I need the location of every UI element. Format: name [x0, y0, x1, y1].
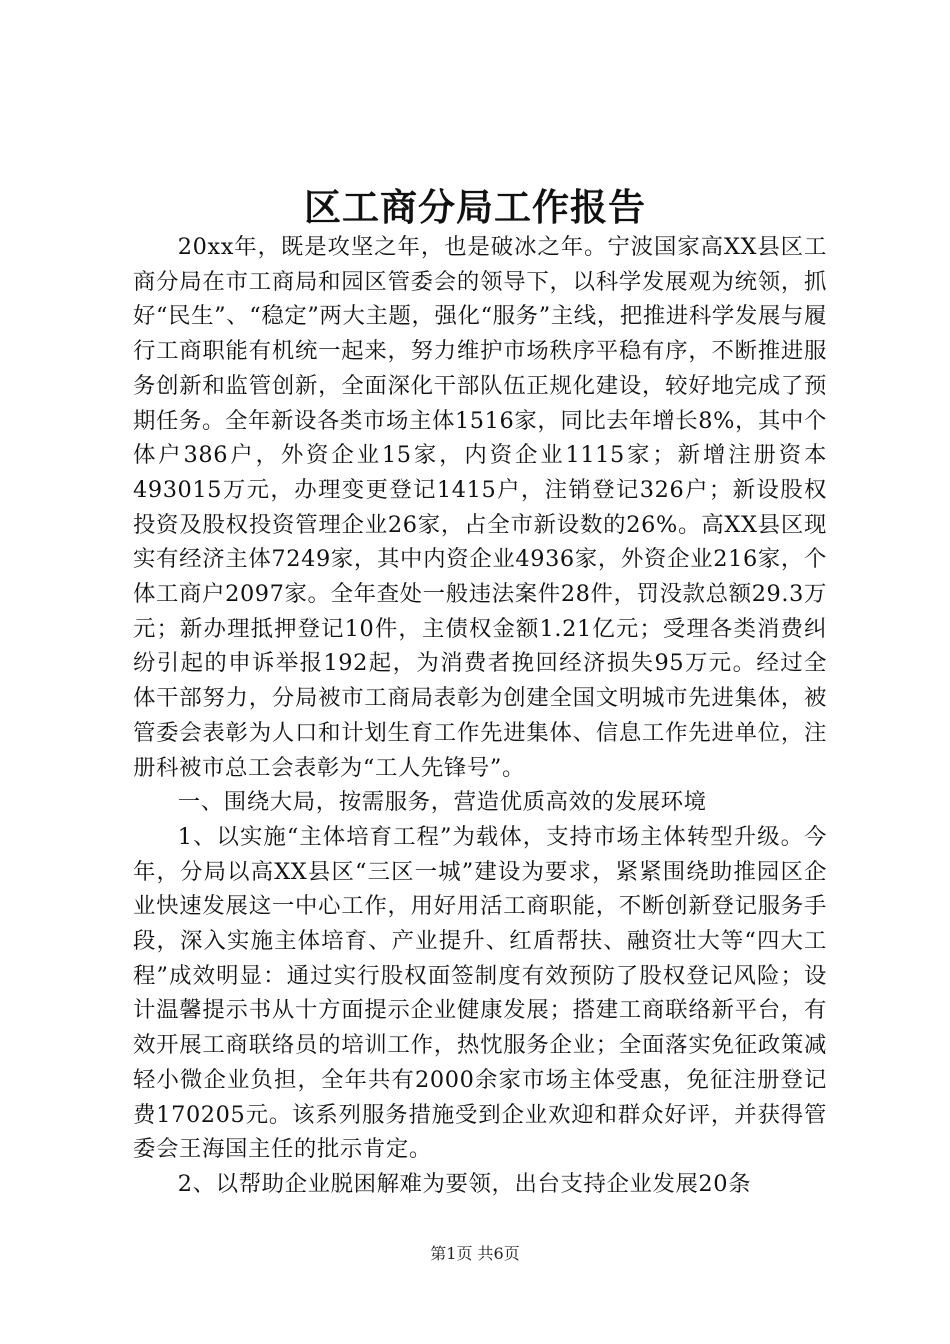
page-footer: 第1页 共6页	[430, 1244, 520, 1263]
paragraph-item-2: 2、以帮助企业脱困解难为要领，出台支持企业发展20条	[177, 1170, 752, 1197]
document-body	[133, 230, 827, 1202]
document-title: 区工商分局工作报告	[304, 185, 646, 229]
paragraph-item-1: 1、以实施“主体培育工程”为载体，支持市场主体转型升级。今年，分局以高XX县区“三区一城”建设为要求，紧紧围绕助推园区企业快速发展这一中心工作，用好用活工商职能，不断创新登记服务手段，深入实施主体培育、产业提升、红盾帮扶、融资壮大等“四大工程”成效明显：通过实行股权面签制度有效预防了股权登记风险；设计温馨提示书从十方面提示企业健康发展；搭建工商联络新平台，有效开展工商联络员的培训工作，热忱服务企业；全面落实免征政策减轻小微企业负担，全年共有2000余家市场主体受惠，免征注册登记费170205元。该系列服务措施受到企业欢迎和群众好评，并获得管委会王海国主任的批示肯定。	[133, 823, 827, 1163]
paragraph-intro: 20xx年，既是攻坚之年，也是破冰之年。宁波国家高XX县区工商分局在市工商局和园区管委会的领导下，以科学发展观为统领，抓好“民生”、“稳定”两大主题，强化“服务”主线，把推进科学发展与履行工商职能有机统一起来，努力维护市场秩序平稳有序，不断推进服务创新和监管创新，全面深化干部队伍正规化建设，较好地完成了预期任务。全年新设各类市场主体1516家，同比去年增长8%，其中个体户386户，外资企业15家，内资企业1115家；新增注册资本493015万元，办理变更登记1415户，注销登记326户；新设股权投资及股权投资管理企业26家，占全市新设数的26%。高XX县区现实有经济主体7249家，其中内资企业4936家，外资企业216家，个体工商户2097家。全年查处一般违法案件28件，罚没款总额29.3万元；新办理抵押登记10件，主债权金额1.21亿元；受理各类消费纠纷引起的申诉举报192起，为消费者挽回经济损失95万元。经过全体干部努力，分局被市工商局表彰为创建全国文明城市先进集体，被管委会表彰为人口和计划生育工作先进集体、信息工作先进单位，注册科被市总工会表彰为“工人先锋号”。	[133, 234, 827, 781]
section-heading-1: 一、围绕大局，按需服务，营造优质高效的发展环境	[177, 789, 707, 816]
